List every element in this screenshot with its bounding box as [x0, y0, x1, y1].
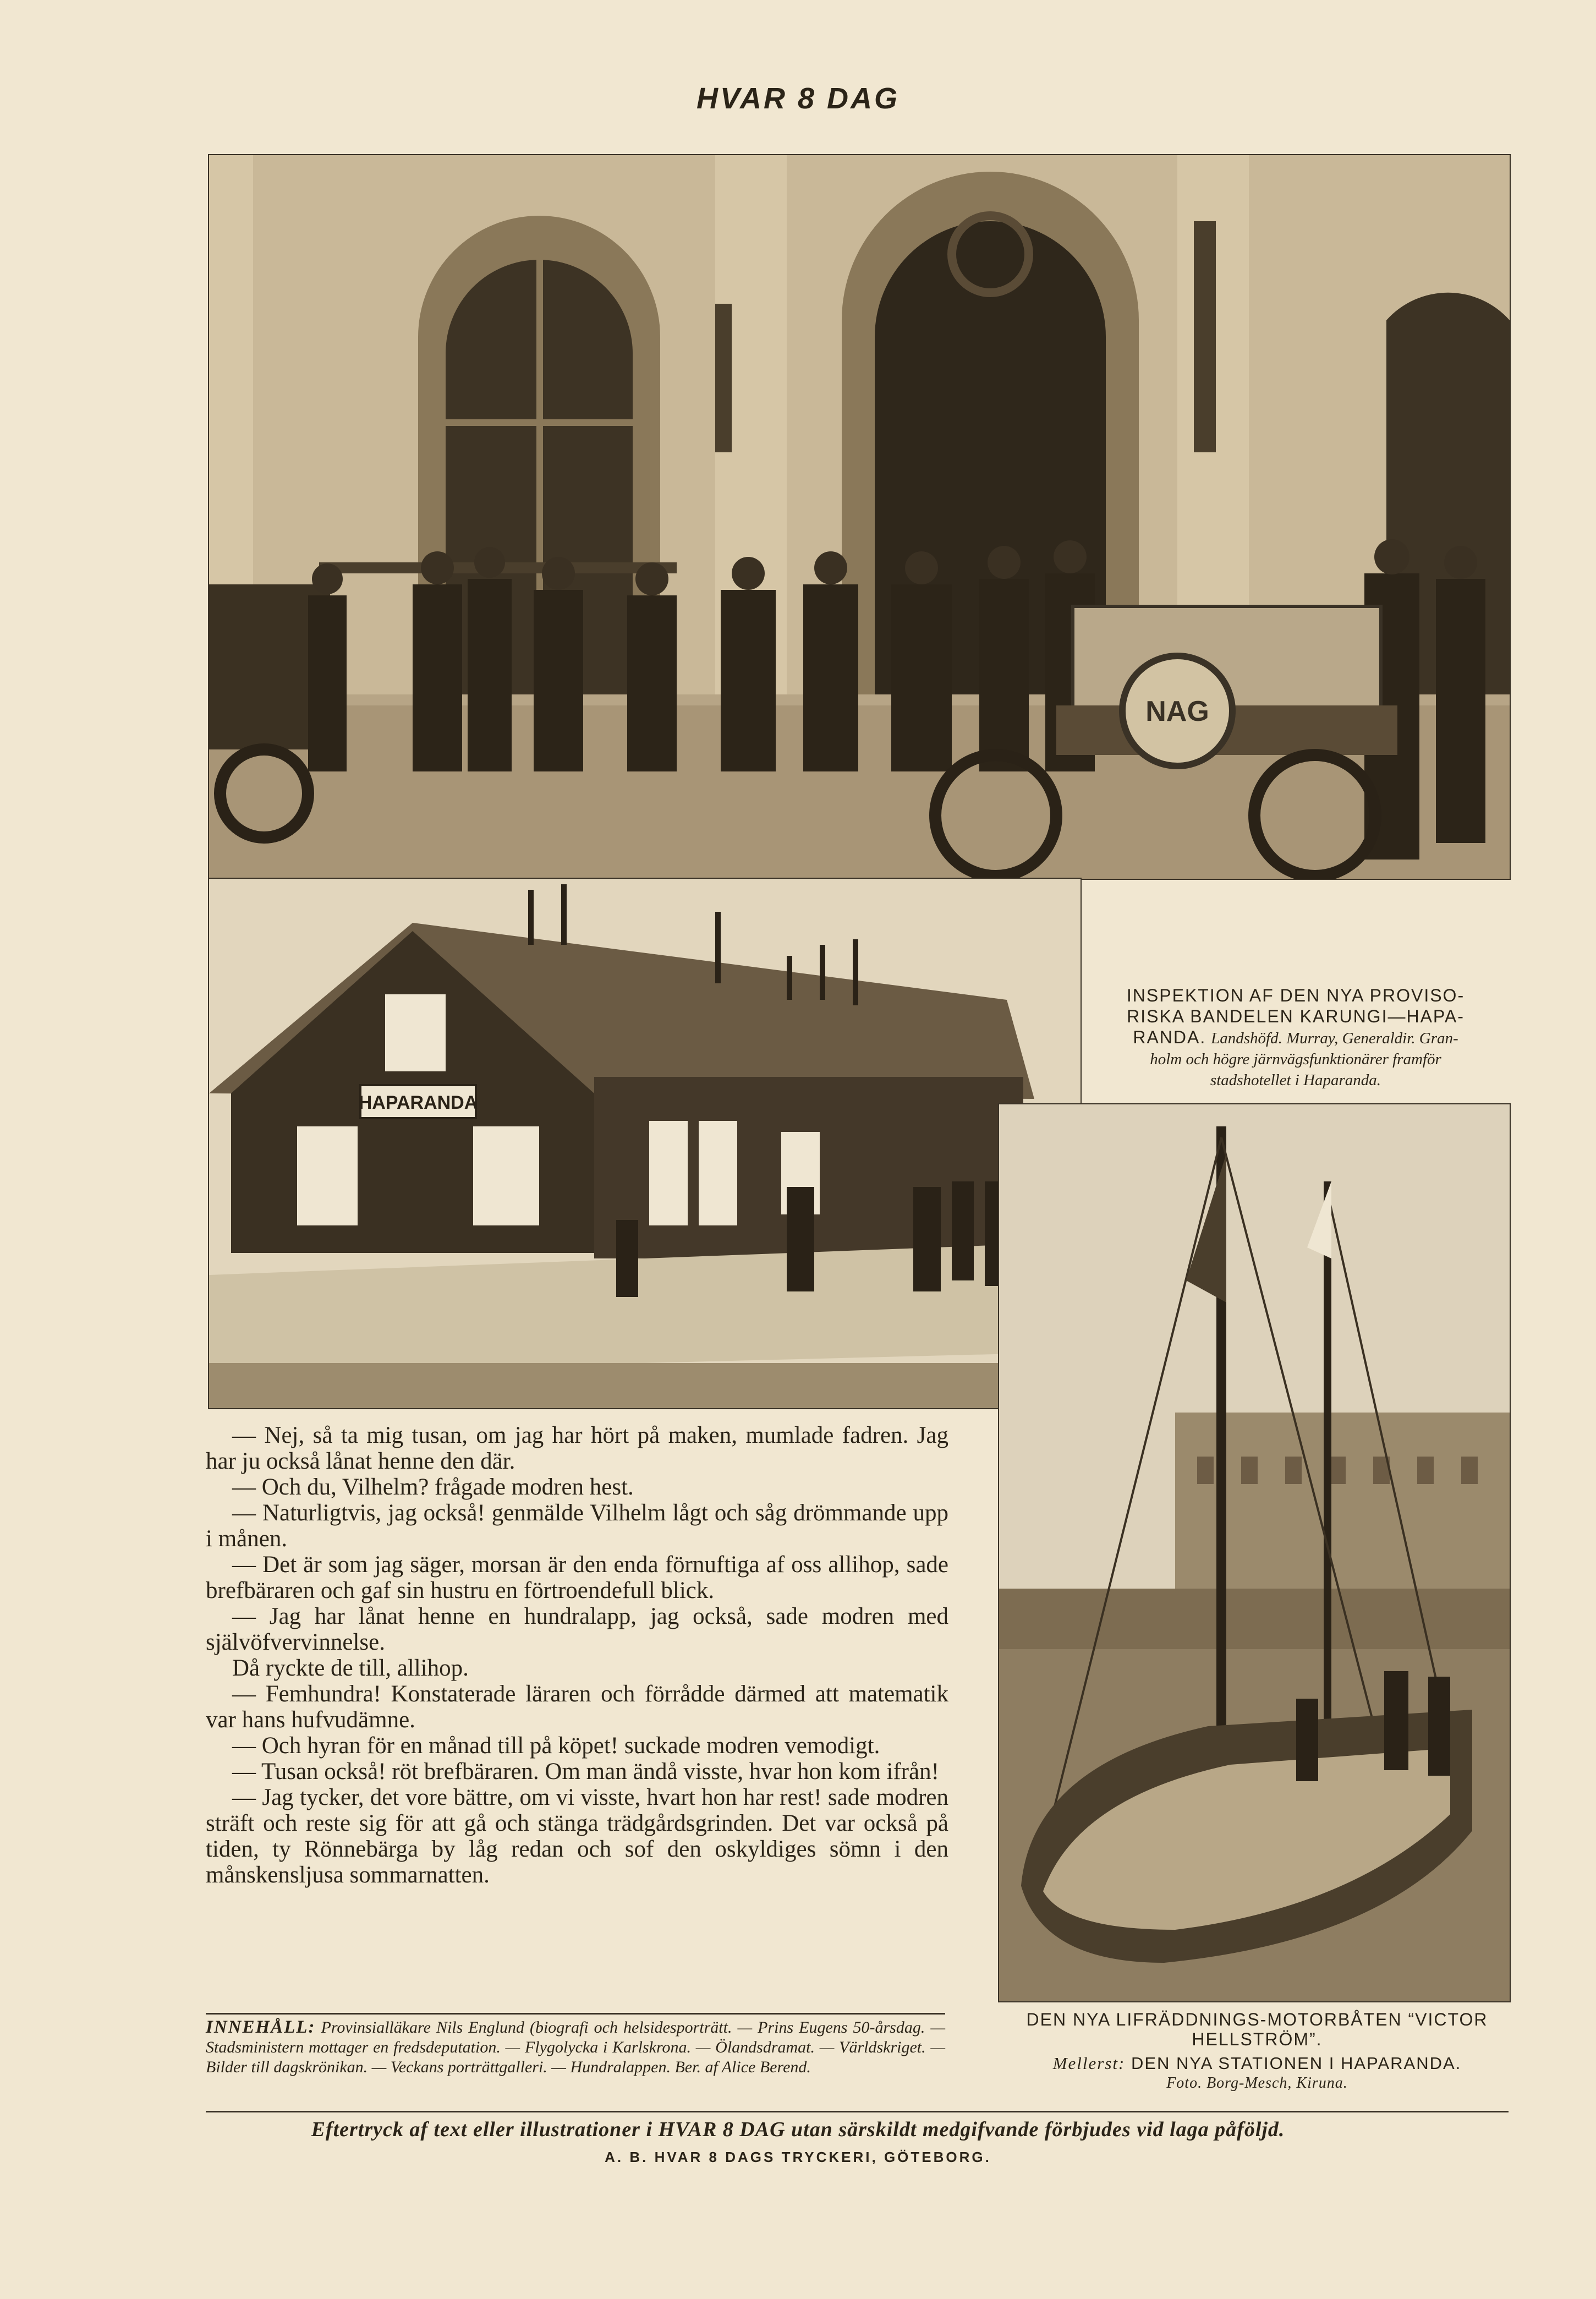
station-caption-label: Mellerst:: [1052, 2054, 1126, 2073]
story-text: [206, 1422, 948, 1888]
contents-text: Provinsialläkare Nils Englund (biografi och helsidesporträtt. — Prins Eugens 50-årsdag. — Stadsministern mottager en fredsdeputation. — Flygolycka i Karlskrona. — Ölandsdramat. — Världskriget. — Bilder till dagskrönikan. — Veckans porträttgalleri. — Hundralappen. Ber. af Alice Berend.: [206, 2018, 946, 2076]
caption-line: holm och högre järnvägsfunktionärer framför: [1150, 1050, 1441, 1068]
contents-list: [206, 2017, 945, 2077]
story-paragraph: — Naturligtvis, jag också! genmälde Vilhelm lågt och såg drömmande upp i månen.: [206, 1500, 948, 1552]
boat-photo-caption: [985, 2010, 1529, 2093]
hotel-photo: [208, 154, 1511, 880]
station-caption: [985, 2054, 1529, 2073]
story-paragraph: — Nej, så ta mig tusan, om jag har hört på maken, mumlade fadren. Jag har ju också lånat henne den där.: [206, 1422, 948, 1474]
station-caption-text: DEN NYA STATIONEN I HAPARANDA.: [1131, 2054, 1462, 2073]
caption-line: INSPEKTION AF DEN NYA PROVISO-: [1126, 986, 1465, 1005]
story-paragraph: — Tusan också! röt brefbäraren. Om man ändå visste, hvar hon kom ifrån!: [232, 1759, 939, 1785]
caption-line: stadshotellet i Haparanda.: [1210, 1071, 1381, 1089]
printer-line: A. B. HVAR 8 DAGS TRYCKERI, GÖTEBORG.: [605, 2149, 991, 2165]
story-paragraph: — Jag tycker, det vore bättre, om vi visste, hvart hon har rest! sade modren sträft och reste sig för att gå och stänga trädgårdsgrinden. Det var också på tiden, ty Rönnebärga by låg redan och sof den oskyldiges sömn i den månskensljusa sommarnatten.: [206, 1785, 948, 1888]
station-sign: HAPARANDA: [358, 1092, 478, 1113]
car-emblem: NAG: [1145, 696, 1209, 727]
story-paragraph: — Och hyran för en månad till på köpet! suckade modren vemodigt.: [232, 1733, 880, 1759]
hotel-photo-caption: [1083, 985, 1509, 1091]
boat-photo: [998, 1103, 1511, 2002]
caption-line: RISKA BANDELEN KARUNGI—HAPA-: [1127, 1006, 1465, 1026]
story-paragraph: — Det är som jag säger, morsan är den enda förnuftiga af oss allihop, sade brefbäraren och gaf sin hustru en förtroendefull blick.: [206, 1552, 948, 1603]
story-paragraph: — Jag har lånat henne en hundralapp, jag också, sade modren med självöfvervinnelse.: [206, 1603, 948, 1655]
page-header: HVAR 8 DAG: [696, 82, 900, 115]
boat-caption-title: DEN NYA LIFRÄDDNINGS-MOTORBÅTEN “VICTOR HELLSTRÖM”.: [1026, 2010, 1488, 2049]
story-paragraph: Då ryckte de till, allihop.: [232, 1655, 469, 1681]
story-paragraph: — Femhundra! Konstaterade läraren och förrådde därmed att matematik var hans hufvudämne.: [206, 1681, 948, 1733]
station-photo-illustration: [209, 879, 1081, 1408]
contents-label: INNEHÅLL:: [206, 2017, 316, 2037]
hotel-photo-illustration: [209, 155, 1510, 879]
contents-divider: [206, 2013, 945, 2015]
boat-photo-illustration: [999, 1104, 1510, 2001]
story-paragraph: — Och du, Vilhelm? frågade modren hest.: [232, 1474, 634, 1500]
caption-line: RANDA.: [1133, 1027, 1206, 1047]
station-photo: [208, 878, 1082, 1409]
copyright-notice: Eftertryck af text eller illustrationer i HVAR 8 DAG utan särskildt medgifvande förbjudes vid laga påföljd.: [311, 2118, 1285, 2141]
photo-credit: Foto. Borg-Mesch, Kiruna.: [1166, 2074, 1348, 2092]
caption-line: Landshöfd. Murray, Generaldir. Gran-: [1211, 1030, 1458, 1047]
footer-divider: [206, 2111, 1509, 2112]
